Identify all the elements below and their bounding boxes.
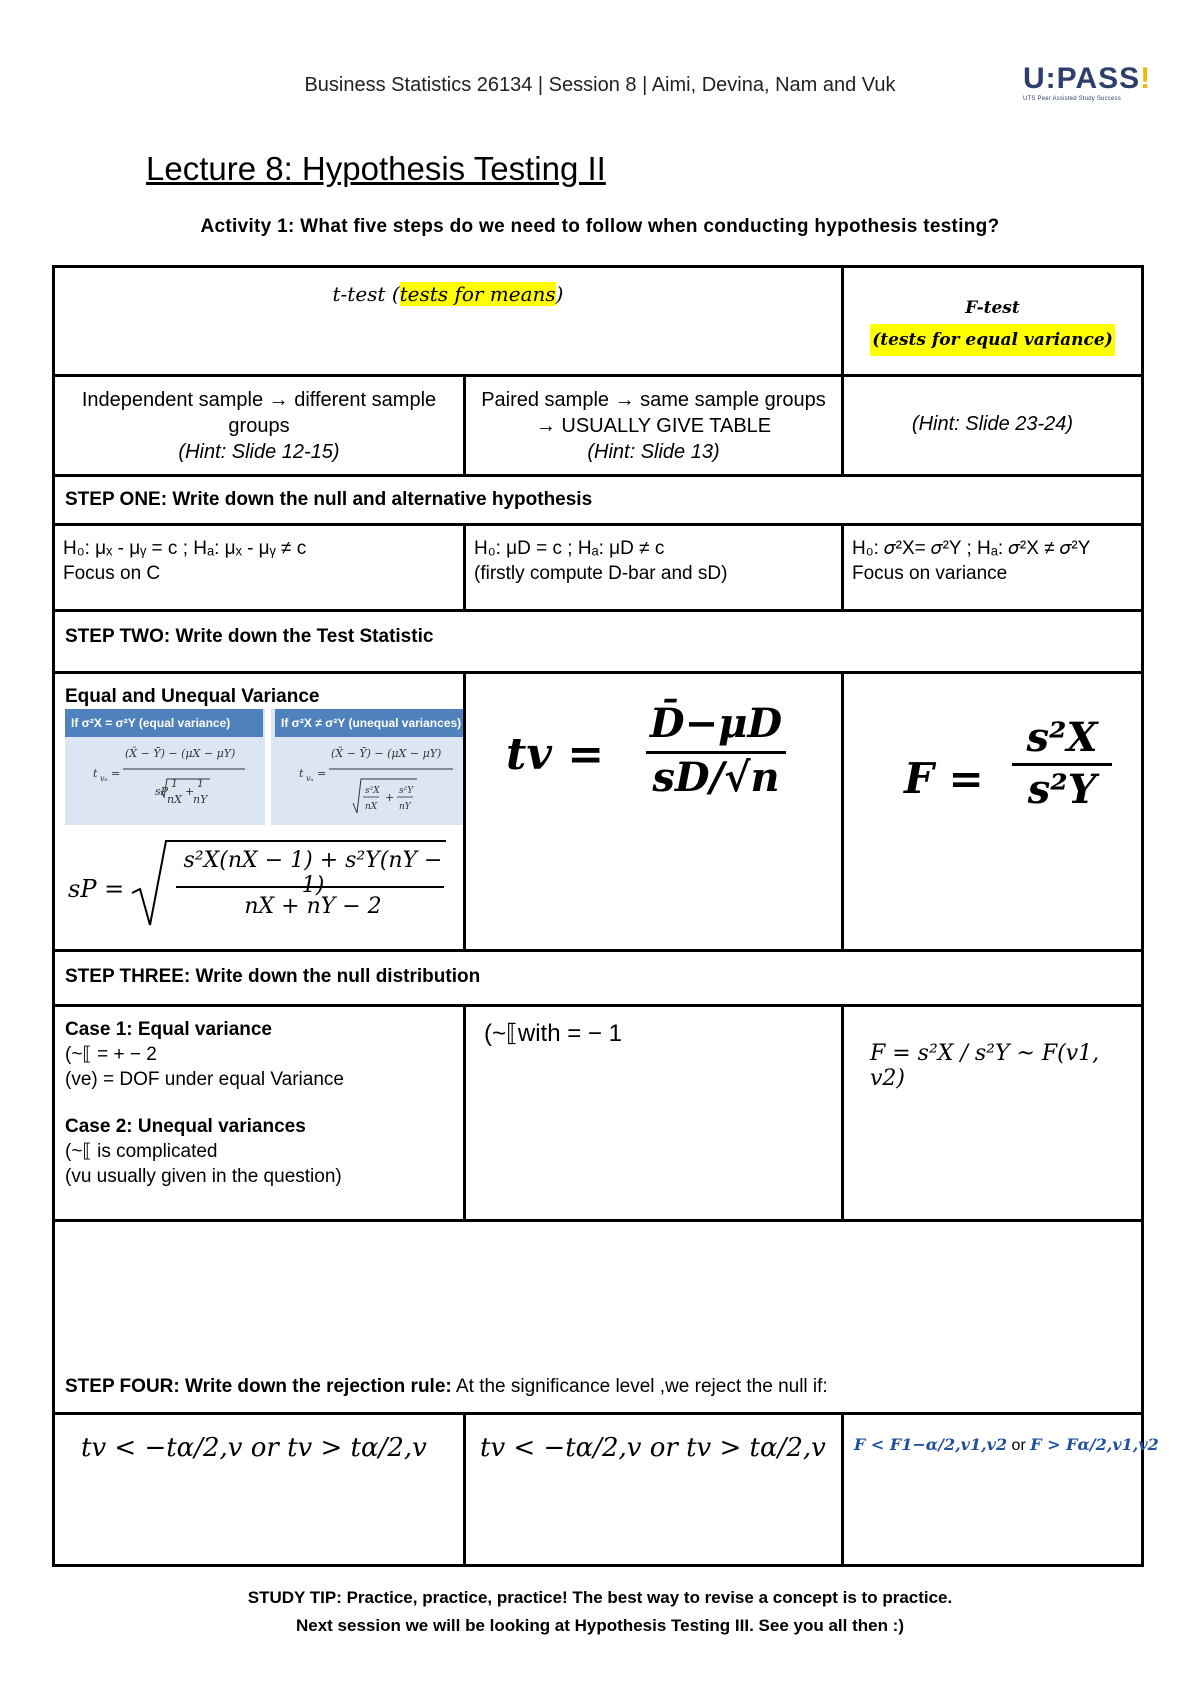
step-one-f-cell — [841, 523, 1144, 612]
pooled-sd-numerator: s²X(nX − 1) + s²Y(nY − 1) — [183, 848, 443, 898]
svg-text:1: 1 — [197, 777, 204, 790]
tve-label: t — [93, 767, 98, 780]
step-one-heading: STEP ONE: Write down the null and alternative hypothesis — [65, 489, 593, 510]
step-one-heading-row — [52, 474, 1144, 526]
page-title: Lecture 8: Hypothesis Testing II — [146, 150, 606, 187]
next-session-note: Next session we will be looking at Hypothesis Testing III. See you all then :) — [295, 1616, 905, 1635]
f-stat-numerator: s²X — [1012, 714, 1112, 766]
svg-text:nY: nY — [399, 802, 411, 812]
f-hypothesis: H₀: 𝜎²X= 𝜎²Y ; Hₐ: 𝜎²X ≠ 𝜎²Y — [852, 538, 1091, 559]
ftest-header-cell — [841, 265, 1144, 377]
variance-formula-table — [65, 709, 465, 825]
paired-stat-fraction — [646, 700, 786, 801]
svg-text:vᵤ: vᵤ — [306, 774, 314, 783]
step-four-subtext: At the significance level ,we reject the null if: — [451, 1376, 828, 1397]
independent-hint: (Hint: Slide 12-15) — [178, 441, 340, 463]
equal-unequal-label: Equal and Unequal Variance — [65, 686, 320, 707]
ftest-sub-label: (tests for equal variance) — [870, 324, 1115, 356]
svg-text:(X̄ − Ȳ) − (μX − μY): (X̄ − Ȳ) − (μX − μY) — [125, 747, 236, 760]
step-four-heading-row — [52, 1219, 1144, 1415]
paired-stat-lhs: tv = — [506, 729, 605, 780]
svg-text:sP: sP — [155, 785, 169, 798]
svg-text:t: t — [299, 767, 304, 780]
svg-text:nY: nY — [193, 793, 208, 806]
case1-note: (ve) = DOF under equal Variance — [65, 1069, 344, 1090]
f-stat-denominator: s²Y — [1027, 766, 1097, 813]
case2-label: Case 2: Unequal variances — [65, 1116, 306, 1137]
ttest-label-suffix: ) — [555, 282, 564, 306]
ftest-hint-cell — [841, 374, 1144, 477]
rule-f-right: F > Fα/2,v1,v2 — [1030, 1435, 1159, 1454]
ttest-header-cell — [52, 265, 844, 377]
ftest-hint: (Hint: Slide 23-24) — [911, 413, 1074, 435]
step-three-independent-cell — [52, 1004, 466, 1222]
step-four-heading: STEP FOUR: Write down the rejection rule: — [65, 1376, 452, 1397]
svg-text:nX: nX — [365, 802, 378, 812]
step-two-f-cell — [841, 671, 1144, 952]
independent-note: Focus on C — [63, 563, 161, 584]
paired-note: (firstly compute D-bar and sD) — [474, 563, 728, 584]
step-two-paired-cell — [463, 671, 844, 952]
pooled-sd-denominator: nX + nY − 2 — [244, 894, 382, 919]
f-stat-fraction — [1012, 714, 1112, 813]
ttest-label-highlight: tests for means — [399, 282, 556, 306]
step-three-heading: STEP THREE: Write down the null distribution — [65, 966, 481, 987]
paired-sample-text: Paired sample → same sample groups → USUALLY GIVE TABLE — [481, 389, 826, 437]
case1-label: Case 1: Equal variance — [65, 1019, 272, 1040]
activity-question: Activity 1: What five steps do we need to follow when conducting hypothesis testing? — [200, 216, 1000, 237]
logo-bang: ! — [1140, 62, 1152, 95]
step-three-heading-row — [52, 949, 1144, 1007]
svg-text:+: + — [185, 785, 195, 798]
course-header: Business Statistics 26134 | Session 8 | Aimi, Devina, Nam and Vuk — [304, 74, 896, 96]
logo-text: U:PASS — [1023, 62, 1141, 95]
svg-text:s²Y: s²Y — [399, 786, 414, 796]
ftest-label: F-test — [965, 298, 1020, 318]
rule-paired: tv < −tα/2,v or tv > tα/2,v — [480, 1433, 826, 1463]
svg-text:s²X: s²X — [365, 786, 380, 796]
step-four-independent-cell — [52, 1412, 466, 1567]
f-null-distribution: F = s²X / s²Y ~ F(v1, v2) — [870, 1041, 1100, 1091]
study-tip: STUDY TIP: Practice, practice, practice! The best way to revise a concept is to practice. — [247, 1588, 953, 1607]
step-two-heading-row — [52, 609, 1144, 674]
ttest-label-prefix: t-test ( — [332, 282, 400, 306]
svg-text:=: = — [111, 767, 121, 780]
svg-text:(X̄ − Ȳ) − (μX − μY): (X̄ − Ȳ) − (μX − μY) — [331, 747, 442, 760]
case2-formula: (~⟦ is complicated — [65, 1141, 218, 1162]
independent-hypothesis: H₀: μₓ - μᵧ = c ; Hₐ: μₓ - μᵧ ≠ c — [63, 538, 307, 559]
paired-hypothesis: H₀: μD = c ; Hₐ: μD ≠ c — [474, 538, 665, 559]
paired-stat-numerator: D̄−μD — [646, 700, 786, 754]
f-note: Focus on variance — [852, 563, 1008, 584]
step-four-paired-cell — [463, 1412, 844, 1567]
svg-text:nX: nX — [167, 793, 182, 806]
step-four-f-cell — [841, 1412, 1159, 1567]
unequal-variance-header: If σ²X ≠ σ²Y (unequal variances) — [275, 709, 465, 737]
step-one-independent-cell — [52, 523, 466, 612]
logo-subtitle: UTS Peer Assisted Study Success — [1023, 96, 1121, 102]
f-stat-lhs: F = — [904, 754, 984, 803]
case1-formula: (~⟦ = + − 2 — [65, 1044, 157, 1065]
svg-text:=: = — [317, 767, 327, 780]
step-one-paired-cell — [463, 523, 844, 612]
paired-stat-denominator: sD/√n — [652, 754, 780, 801]
mini-table-formulas — [65, 737, 465, 825]
paired-hint: (Hint: Slide 13) — [587, 441, 720, 463]
svg-text:1: 1 — [171, 777, 178, 790]
pooled-sd-lhs: sP = — [68, 875, 125, 903]
paired-sample-cell — [463, 374, 844, 477]
rule-f-or: or — [1007, 1437, 1031, 1454]
case2-note: (vu usually given in the question) — [65, 1166, 342, 1187]
equal-variance-header: If σ²X = σ²Y (equal variance) — [65, 709, 263, 737]
independent-sample-cell — [52, 374, 466, 477]
svg-text:+: + — [385, 791, 395, 804]
independent-sample-text: Independent sample → different sample groups — [81, 389, 437, 437]
step-three-paired-cell — [463, 1004, 844, 1222]
upass-logo — [1023, 64, 1173, 108]
svg-text:vₑ: vₑ — [100, 774, 108, 783]
step-two-heading: STEP TWO: Write down the Test Statistic — [65, 626, 434, 647]
paired-null-distribution: (~⟦with = − 1 — [484, 1020, 622, 1047]
rule-f-left: F < F1−α/2,v1,v2 — [854, 1435, 1008, 1454]
rule-independent: tv < −tα/2,v or tv > tα/2,v — [81, 1433, 427, 1463]
step-three-f-cell — [841, 1004, 1144, 1222]
